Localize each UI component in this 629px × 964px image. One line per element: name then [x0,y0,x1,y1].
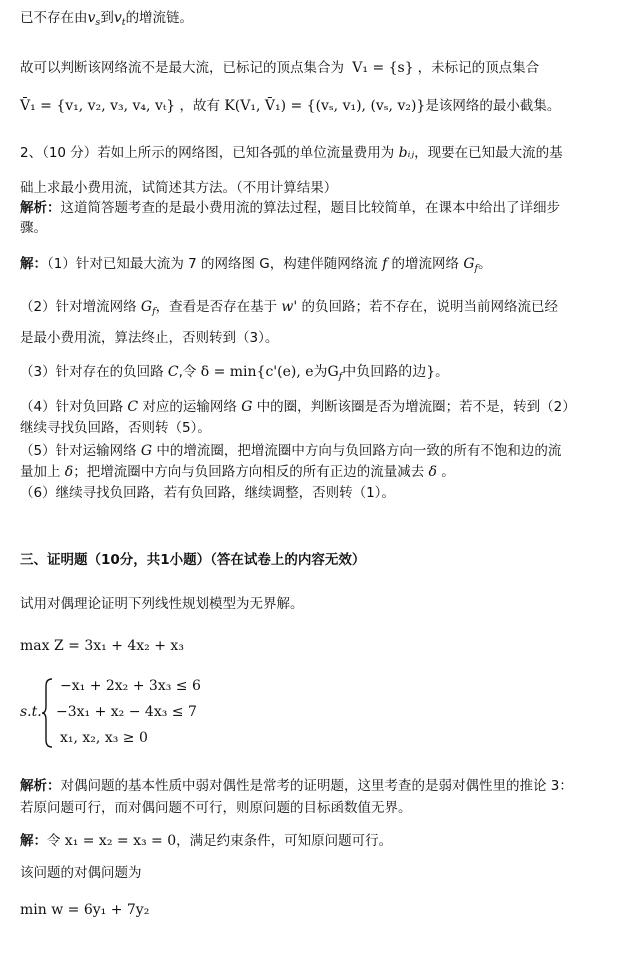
analysis-line-2: 骤。 [20,220,47,236]
text: （3）针对存在的负回路 [20,364,164,380]
analysis-line-1 [20,198,560,218]
math-unmarked-set: V̄₁ = {v₁, v₂, v₃, v₄, vₜ} [20,98,176,114]
dual-intro: 该问题的对偶问题为 [20,865,142,881]
question-2-line-2: 础上求最小费用流，试简述其方法。（不用计算结果） [20,180,338,196]
constraint-brace [42,678,54,748]
text: 的增流网络 [391,256,460,272]
text: 对应的运输网络 [142,399,237,415]
text: 对偶问题的基本性质中弱对偶性是常考的证明题，这里考查的是弱对偶性里的推论 3： [60,778,573,794]
text: 。 [441,464,455,480]
text: （1）针对已知最大流为 7 的网络图 G，构建伴随网络流 [47,256,378,272]
math-sub: t [121,17,126,28]
math-sub: s [95,17,101,28]
math-var: G [140,299,153,315]
solution-2-line-1 [20,831,392,851]
problem-statement: 试用对偶理论证明下列线性规划模型为无界解。 [20,596,304,612]
text: 故可以判断该网络流不是最大流，已标记的顶点集合为 [20,60,344,76]
section-3-heading: 三、证明题（10分，共1小题）（答在试卷上的内容无效） [20,552,366,568]
text-line-2 [20,58,539,78]
solution-step-1 [20,254,492,279]
math-var: v [113,10,122,26]
text: ，现要在已知最大流的基 [414,145,563,161]
text: 令 [182,364,197,380]
text: ，查看是否存在基于 [155,299,278,315]
solution-step-2-cont: 是最小费用流，算法终止，否则转到（3）。 [20,330,279,346]
math-var: G [140,443,153,459]
solution-label: 解： [20,833,47,849]
text: 这道简答题考查的是最小费用流的算法过程，题目比较简单，在课本中给出了详细步 [60,200,560,216]
st-label: s.t. [20,704,42,720]
math-zero-solution: x₁ = x₂ = x₃ = 0 [64,833,177,849]
text: ，故有 [179,98,221,114]
text: 。 [435,364,449,380]
math-var: δ [64,464,74,480]
math-var: δ [428,464,437,480]
text: （4）针对负回路 [20,399,124,415]
solution-step-4 [20,397,576,417]
text: 令 [47,833,61,849]
text: ，满足约束条件，可知原问题可行。 [176,833,393,849]
text: 已不存在由 [20,10,88,26]
math-var: v [87,10,96,26]
math-var: C [127,399,139,415]
math-sub: f [474,263,479,274]
text-line-1 [20,8,193,33]
objective-function: max Z = 3x₁ + 4x₂ + x₃ [20,638,184,654]
text: 中的增流圈，把增流圈中方向与负回路方向一致的所有不饱和边的流 [156,443,562,459]
math-cost: bᵢⱼ [398,145,415,161]
solution-step-5-cont [20,462,455,482]
analysis-label: 解析： [20,778,61,794]
constraint-1: −x₁ + 2x₂ + 3x₃ ≤ 6 [60,678,201,694]
text: 中的圈，判断该圈是否为增流圈；若不是，转到（2） [256,399,576,415]
constraint-3: x₁, x₂, x₃ ≥ 0 [60,730,148,746]
solution-step-6: （6）继续寻找负回路，若有负回路，继续调整，否则转（1）。 [20,485,395,501]
math-delta-def: δ = min{c'(e), e为G [200,364,339,380]
text: 2、（10 分）若如上所示的网络图，已知各弧的单位流量费用为 [20,145,395,161]
math-sub: f [152,306,156,317]
solution-step-2 [20,297,558,322]
text: （2）针对增流网络 [20,299,137,315]
dual-objective: min w = 6y₁ + 7y₂ [20,902,150,918]
text-line-3 [20,96,560,116]
analysis-label: 解析： [20,200,61,216]
text: ；把增流圈中方向与负回路方向相反的所有正边的流量减去 [73,464,425,480]
solution-step-3: （3）针对存在的负回路 C,令 δ = min{c'(e), e为$G_f$中负回路的边}。 [20,364,449,382]
math-var: f [382,256,388,272]
analysis-2-line-1 [20,776,573,796]
solution-label: 解： [20,256,47,272]
analysis-2-line-2: 若原问题可行，而对偶问题不可行，则原问题的目标函数值无界。 [20,800,412,816]
math-sub: f [338,371,343,382]
math-var: w' [281,299,298,315]
text: （5）针对运输网络 [20,443,137,459]
text: 是该网络的最小截集。 [425,98,561,114]
math-var: G [241,399,253,415]
text: ，未标记的顶点集合 [417,60,540,76]
text: 的负回路；若不存在，说明当前网络流已经 [301,299,559,315]
solution-step-5 [20,441,561,461]
text: 到 [100,10,114,26]
math-cut-set: K(V₁, V̄₁) = {(vₛ, v₁), (vₛ, v₂)} [224,98,426,114]
text: 的增流链。 [125,10,194,26]
math-var: C [167,364,179,380]
solution-step-4-cont: 继续寻找负回路，否则转（5）。 [20,420,211,436]
constraint-2: −3x₁ + x₂ − 4x₃ ≤ 7 [56,704,197,720]
text: 。 [478,256,492,272]
question-2-line-1 [20,143,563,163]
text: 量加上 [20,464,61,480]
math-marked-set: V₁ = {s} [352,60,414,76]
math-var: G [463,256,475,272]
math-delta-def-end: 中负回路的边} [342,364,436,380]
